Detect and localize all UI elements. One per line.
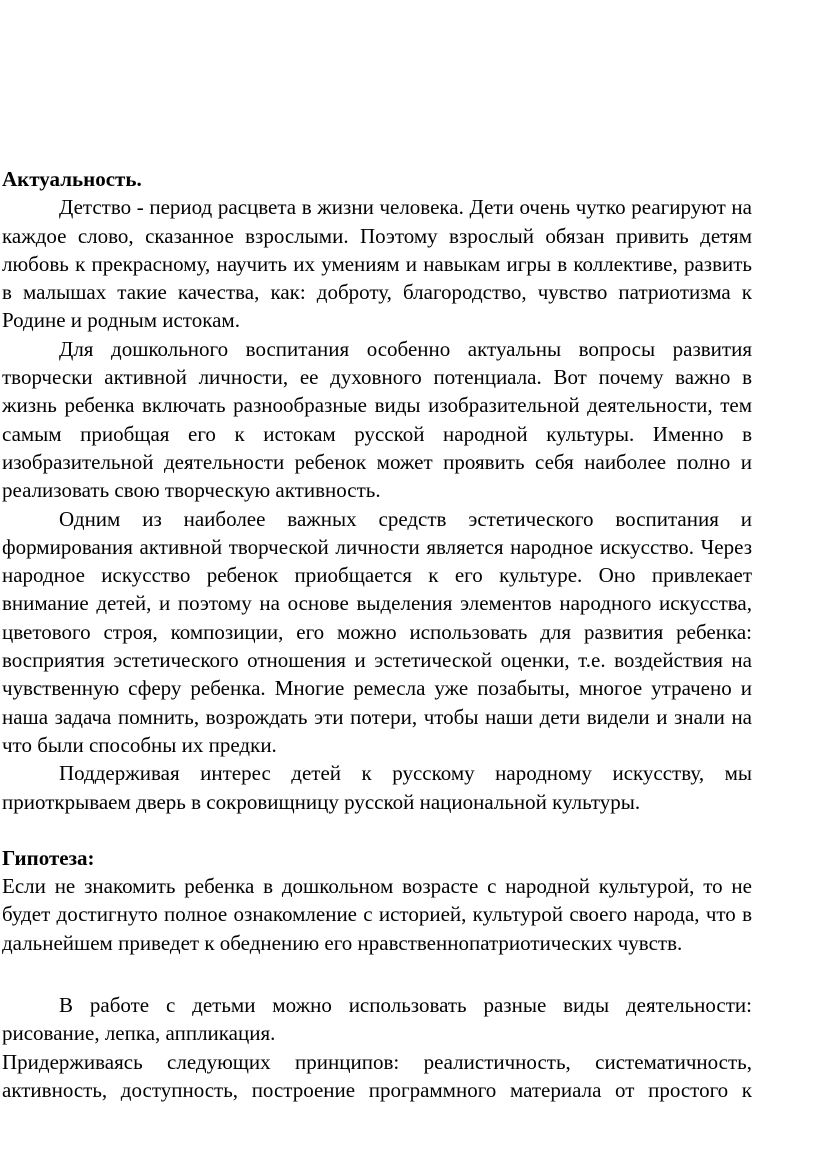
hypothesis-text: Если не знакомить ребенка в дошкольном возрасте с народной культурой, то не будет достигнуто полное ознакомление с историей, культурой своего народа, что в дальнейшем приведет к обеднению его нравственнопатриотических чувств. bbox=[2, 874, 752, 955]
document-page bbox=[2, 165, 752, 1104]
relevance-paragraph-3: Одним из наиболее важных средств эстетического воспитания и формирования активной творческой личности является народное искусство. Через народное искусство ребенок приобщается к его культуре. Оно привлекает внимание детей, и поэтому на основе выделения элементов народного искусства, цветового строя, композиции, его можно использовать для развития ребенка: восприятия эстетического отношения и эстетической оценки, т.е. воздействия на чувственную сферу ребенка. Многие ремесла уже позабыты, многое утрачено и наша задача помнить, возрождать эти потери, чтобы наши дети видели и знали на что были способны их предки. bbox=[2, 506, 752, 757]
relevance-paragraph-1: Детство - период расцвета в жизни человека. Дети очень чутко реагируют на каждое слово, сказанное взрослыми. Поэтому взрослый обязан привить детям любовь к прекрасному, научить их умениям и навыкам игры в коллективе, развить в малышах такие качества, как: доброту, благородство, чувство патриотизма к Родине и родным истокам. bbox=[2, 195, 752, 333]
relevance-heading: Актуальность. bbox=[2, 167, 142, 191]
hypothesis-heading: Гипотеза: bbox=[2, 845, 95, 870]
relevance-paragraph-4: Поддерживая интерес детей к русскому народному искусству, мы приоткрываем дверь в сокровищницу русской национальной культуры. bbox=[2, 761, 752, 814]
relevance-paragraph-2: Для дошкольного воспитания особенно актуальны вопросы развития творчески активной личности, ее духовного потенциала. Вот почему важно в жизнь ребенка включать разнообразные виды изобразительной деятельности, тем самым приобщая его к истокам русской народной культуры. Именно в изобразительной деятельности ребенок может проявить себя наиболее полно и реализовать свою творческую активность. bbox=[2, 336, 752, 503]
methods-paragraph-2: Придерживаясь следующих принципов: реалистичность, систематичность, активность, доступность, построение программного материала от простого к bbox=[2, 1049, 752, 1102]
methods-paragraph-1: В работе с детьми можно использовать разные виды деятельности: рисование, лепка, аппликация. bbox=[2, 993, 752, 1046]
